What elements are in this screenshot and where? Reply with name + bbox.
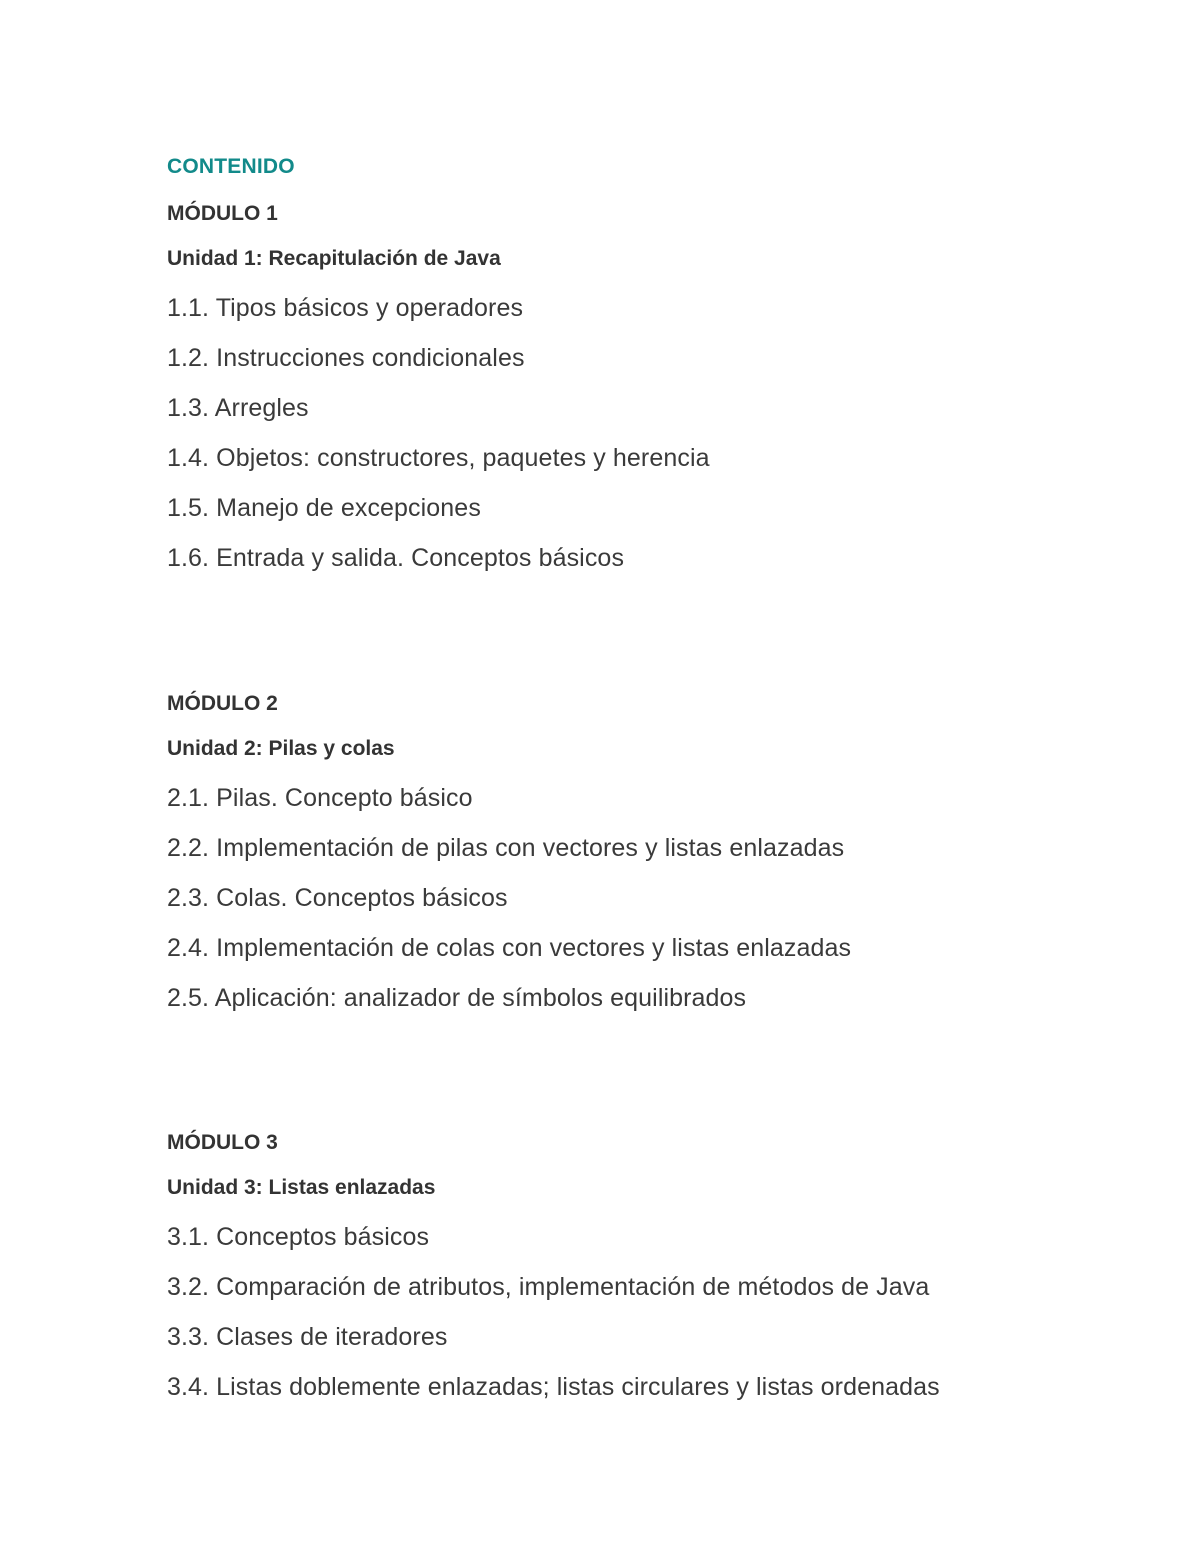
topic-2-1: 2.1. Pilas. Concepto básico [167, 784, 473, 812]
topic-1-5: 1.5. Manejo de excepciones [167, 494, 481, 522]
topic-2-5: 2.5. Aplicación: analizador de símbolos equilibrados [167, 984, 747, 1012]
topic-1-3: 1.3. Arregles [167, 394, 309, 422]
module-2-title: MÓDULO 2 [167, 692, 278, 715]
contents-heading: CONTENIDO [167, 155, 295, 178]
module-1-title: MÓDULO 1 [167, 202, 278, 225]
module-1-section [167, 200, 1147, 591]
unit-1-title: Unidad 1: Recapitulación de Java [167, 247, 501, 270]
topic-3-1: 3.1. Conceptos básicos [167, 1223, 430, 1251]
topic-2-2: 2.2. Implementación de pilas con vectores y listas enlazadas [167, 834, 845, 862]
topic-3-2: 3.2. Comparación de atributos, implementación de métodos de Java [167, 1273, 930, 1301]
module-3-title: MÓDULO 3 [167, 1131, 278, 1154]
module-3-section [167, 1129, 1147, 1420]
module-2-section [167, 690, 1147, 1031]
topic-1-6: 1.6. Entrada y salida. Conceptos básicos [167, 544, 625, 572]
topic-1-1: 1.1. Tipos básicos y operadores [167, 294, 524, 322]
unit-3-title: Unidad 3: Listas enlazadas [167, 1176, 436, 1199]
topic-3-3: 3.3. Clases de iteradores [167, 1323, 448, 1351]
topic-1-2: 1.2. Instrucciones condicionales [167, 344, 525, 372]
topic-2-4: 2.4. Implementación de colas con vectores y listas enlazadas [167, 934, 852, 962]
topic-1-4: 1.4. Objetos: constructores, paquetes y herencia [167, 444, 710, 472]
topic-3-4: 3.4. Listas doblemente enlazadas; listas circulares y listas ordenadas [167, 1373, 940, 1401]
topic-2-3: 2.3. Colas. Conceptos básicos [167, 884, 508, 912]
unit-2-title: Unidad 2: Pilas y colas [167, 737, 395, 760]
